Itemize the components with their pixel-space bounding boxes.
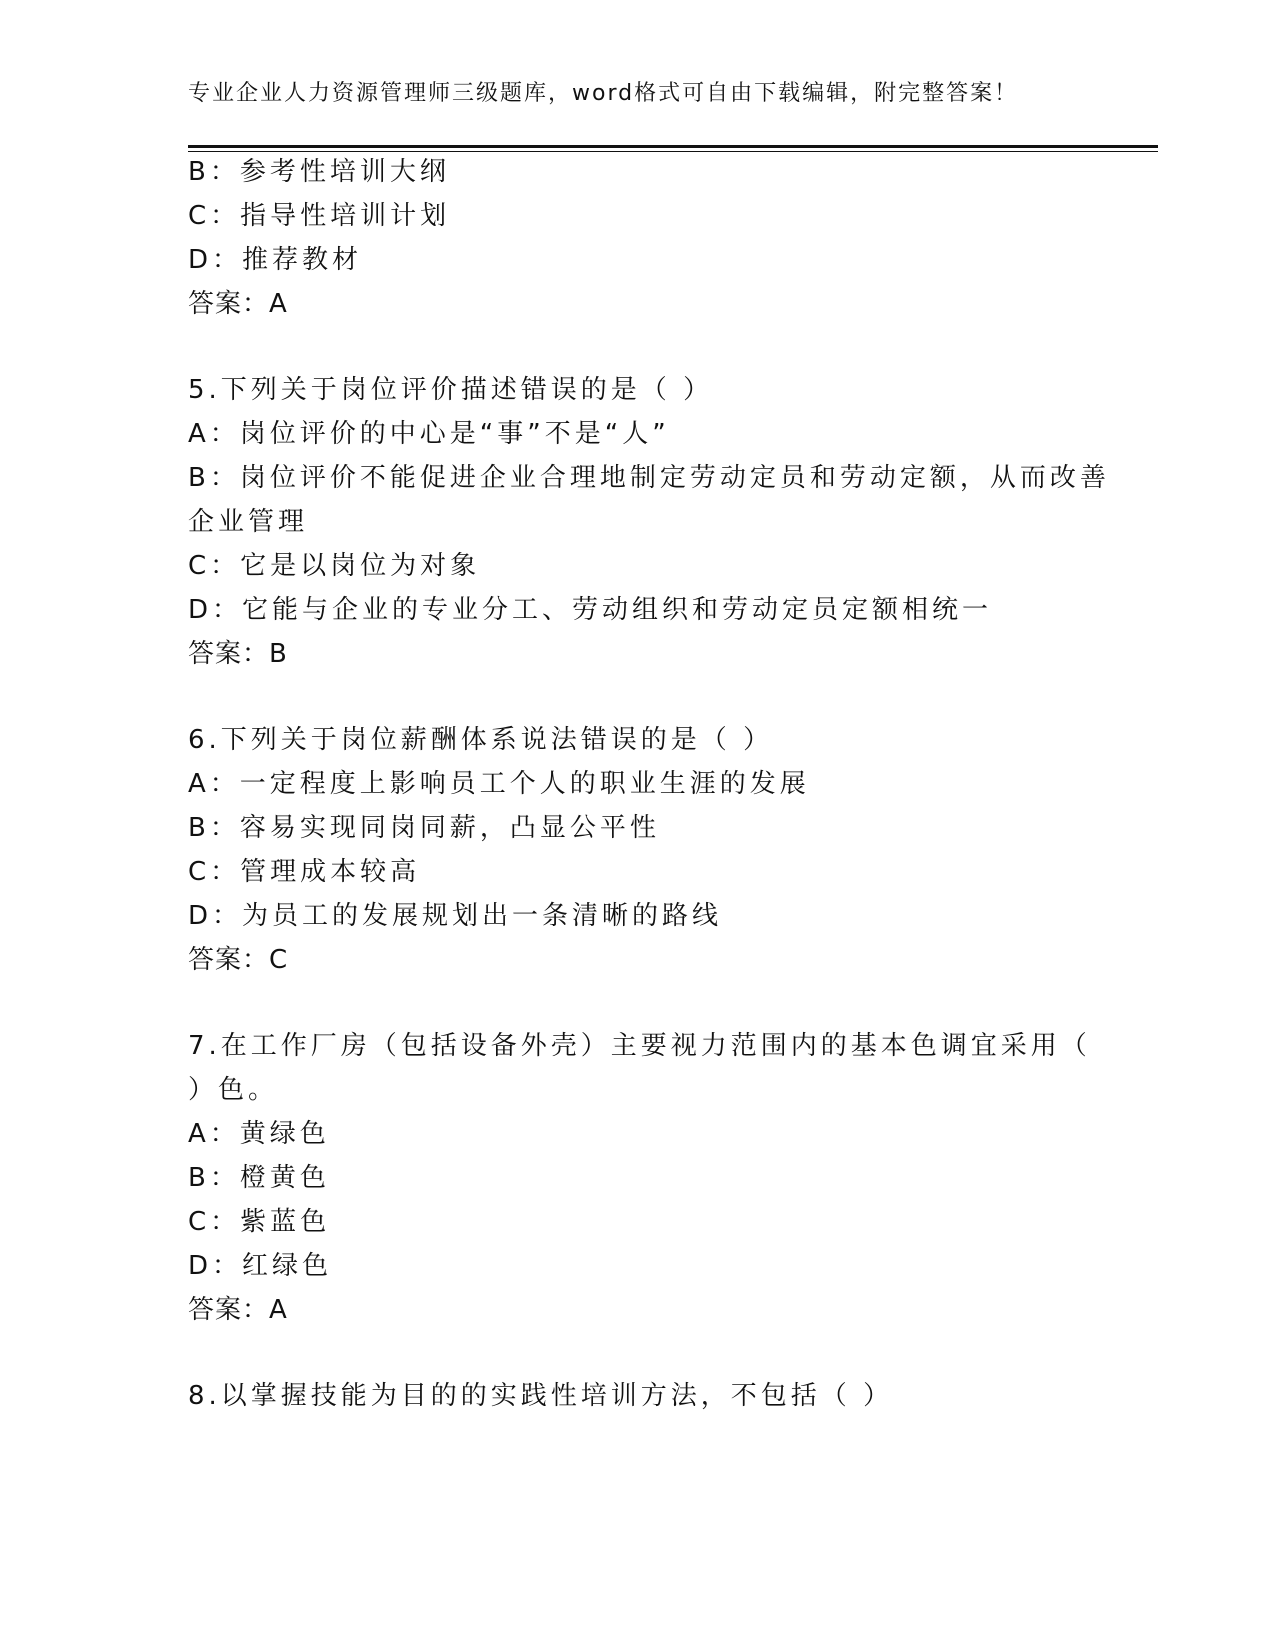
option-line: D：推荐教材: [188, 245, 363, 275]
option-line: C：紫蓝色: [188, 1207, 331, 1237]
question-line: 6.下列关于岗位薪酬体系说法错误的是（ ）: [188, 725, 774, 755]
option-line: C：它是以岗位为对象: [188, 551, 481, 581]
question-line-continued: ）色。: [188, 1075, 279, 1105]
option-line: B：参考性培训大纲: [188, 157, 450, 187]
option-line: D：红绿色: [188, 1251, 333, 1281]
question-line: 5.下列关于岗位评价描述错误的是（ ）: [188, 375, 714, 405]
header-rule-thin: [188, 151, 1158, 152]
option-line: A：黄绿色: [188, 1119, 330, 1149]
option-line: A：一定程度上影响员工个人的职业生涯的发展: [188, 769, 810, 799]
question-line: 8.以掌握技能为目的的实践性培训方法，不包括（ ）: [188, 1381, 894, 1411]
answer-line: 答案：C: [188, 945, 289, 975]
header-rule-thick: [188, 145, 1158, 148]
option-line: D：为员工的发展规划出一条清晰的路线: [188, 901, 723, 931]
page-header: 专业企业人力资源管理师三级题库，word格式可自由下载编辑，附完整答案！: [188, 81, 1019, 106]
option-line: A：岗位评价的中心是“事”不是“人”: [188, 419, 670, 449]
answer-line: 答案：A: [188, 1295, 288, 1325]
option-line: B：容易实现同岗同薪，凸显公平性: [188, 813, 660, 843]
answer-line: 答案：B: [188, 639, 288, 669]
option-line: C：指导性培训计划: [188, 201, 451, 231]
option-line: B：橙黄色: [188, 1163, 330, 1193]
option-line: B：岗位评价不能促进企业合理地制定劳动定员和劳动定额，从而改善: [188, 463, 1110, 493]
option-line-continued: 企业管理: [188, 507, 309, 537]
option-line: C：管理成本较高: [188, 857, 421, 887]
option-line: D：它能与企业的专业分工、劳动组织和劳动定员定额相统一: [188, 595, 993, 625]
question-line: 7.在工作厂房（包括设备外壳）主要视力范围内的基本色调宜采用（: [188, 1031, 1091, 1061]
answer-line: 答案：A: [188, 289, 288, 319]
